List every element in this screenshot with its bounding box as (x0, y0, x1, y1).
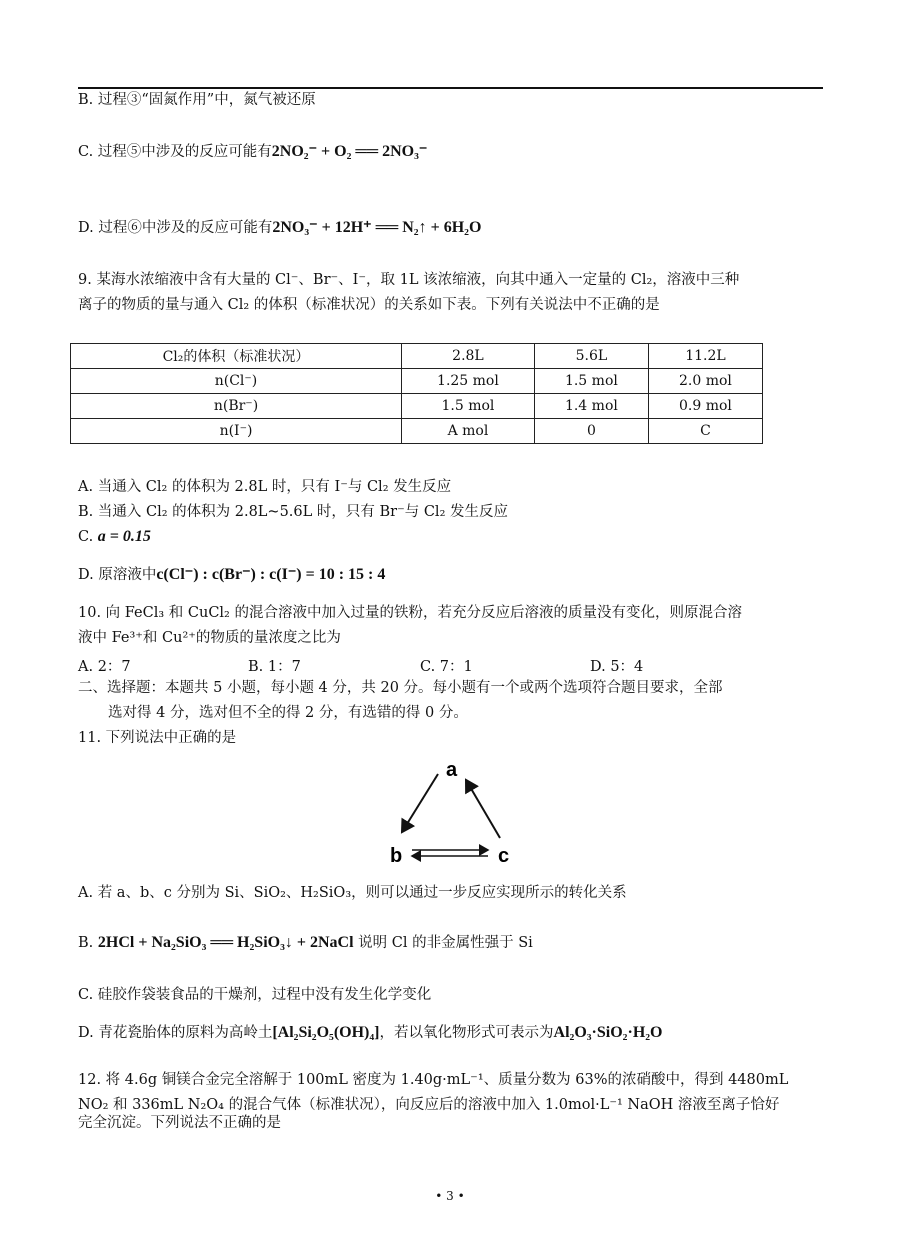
table-cell: Cl₂的体积（标准状况） (71, 344, 402, 369)
q10-option-d: D. 5：4 (590, 659, 644, 675)
section2-instructions-line2: 选对得 4 分，选对但不全的得 2 分，有选错的得 0 分。 (108, 705, 468, 721)
table-cell: 5.6L (534, 344, 648, 369)
table-row (71, 419, 763, 444)
equation: a = 0.15 (97, 528, 151, 545)
table-cell: n(Br⁻) (71, 394, 402, 419)
q9-option-a: A. 当通入 Cl₂ 的体积为 2.8L 时，只有 I⁻与 Cl₂ 发生反应 (78, 479, 452, 495)
q10-stem-line1: 10. 向 FeCl₃ 和 CuCl₂ 的混合溶液中加入过量的铁粉，若充分反应后溶液的质量没有变化，则原混合溶 (78, 605, 742, 621)
option-text: ，若以氧化物形式可表示为 (379, 1025, 554, 1041)
table-cell: C (648, 419, 762, 444)
header-rule (78, 87, 823, 89)
q9-stem-line2: 离子的物质的量与通入 Cl₂ 的体积（标准状况）的关系如下表。下列有关说法中不正确的是 (78, 297, 660, 313)
table-cell: 1.25 mol (402, 369, 535, 394)
q9-option-b: B. 当通入 Cl₂ 的体积为 2.8L~5.6L 时，只有 Br⁻与 Cl₂ 发生反应 (78, 504, 508, 520)
table-cell: n(I⁻) (71, 419, 402, 444)
table-cell: 0 (534, 419, 648, 444)
abc-triangle-diagram (388, 760, 518, 872)
table-cell: 0.9 mol (648, 394, 762, 419)
option-text: C. (78, 529, 98, 545)
q11-option-d (78, 1023, 663, 1043)
q12-stem-line2: NO₂ 和 336mL N₂O₄ 的混合气体（标准状况），向反应后的溶液中加入 1.0mol·L⁻¹ NaOH 溶液至离子恰好 (78, 1097, 780, 1113)
equation: c(Cl⁻) : c(Br⁻) : c(I⁻) = 10 : 15 : 4 (156, 566, 386, 583)
option-text: B. (78, 935, 98, 951)
table-cell: 2.8L (402, 344, 535, 369)
option-text: D. 原溶液中 (78, 567, 157, 583)
option-text: 说明 Cl 的非金属性强于 Si (353, 935, 533, 951)
q8-option-c (78, 142, 427, 162)
node-a-label: a (446, 760, 458, 781)
q12-stem-line1: 12. 将 4.6g 铜镁合金完全溶解于 100mL 密度为 1.40g·mL⁻¹、质量分数为 63%的浓硝酸中，得到 4480mL (78, 1072, 789, 1088)
triangle-arrows (388, 760, 518, 868)
equation: 2HCl + Na₂SiO₃ ══ H₂SiO₃↓ + 2NaCl (97, 934, 354, 951)
q10-option-c: C. 7：1 (420, 659, 473, 675)
table-cell: 1.5 mol (534, 369, 648, 394)
table-header-row (71, 344, 763, 369)
option-text: D. 青花瓷胎体的原料为高岭土 (78, 1025, 273, 1041)
equation: 2NO₂⁻ + O₂ ══ 2NO₃⁻ (271, 143, 428, 160)
table-cell: 11.2L (648, 344, 762, 369)
table-cell: 2.0 mol (648, 369, 762, 394)
q10-option-a: A. 2：7 (78, 659, 131, 675)
node-c-label: c (498, 845, 510, 867)
formula: Al₂O₃·SiO₂·H₂O (553, 1024, 663, 1041)
table-cell: 1.4 mol (534, 394, 648, 419)
q11-option-b (78, 933, 533, 953)
table-cell: 1.5 mol (402, 394, 535, 419)
table-cell: A mol (402, 419, 535, 444)
table-row (71, 394, 763, 419)
formula: [Al₂Si₂O₅(OH)₄] (272, 1024, 380, 1041)
q9-stem-line1: 9. 某海水浓缩液中含有大量的 Cl⁻、Br⁻、I⁻，取 1L 该浓缩液，向其中通入一定量的 Cl₂，溶液中三种 (78, 272, 740, 288)
equation: 2NO₃⁻ + 12H⁺ ══ N₂↑ + 6H₂O (272, 219, 482, 236)
q9-option-d (78, 565, 385, 585)
table-row (71, 369, 763, 394)
q8-option-b: B. 过程③“固氮作用”中，氮气被还原 (78, 92, 316, 108)
node-b-label: b (390, 845, 403, 867)
q9-table (70, 343, 763, 444)
q10-option-b: B. 1：7 (248, 659, 301, 675)
table-cell: n(Cl⁻) (71, 369, 402, 394)
q9-option-c (78, 527, 151, 547)
q11-option-a: A. 若 a、b、c 分别为 Si、SiO₂、H₂SiO₃，则可以通过一步反应实现所示的转化关系 (78, 885, 627, 901)
option-text: C. 过程⑤中涉及的反应可能有 (78, 144, 272, 160)
q12-stem-line3: 完全沉淀。下列说法不正确的是 (78, 1115, 281, 1131)
q11-option-c: C. 硅胶作袋装食品的干燥剂，过程中没有发生化学变化 (78, 987, 432, 1003)
option-text: D. 过程⑥中涉及的反应可能有 (78, 220, 273, 236)
q8-option-d (78, 218, 481, 238)
q11-stem: 11. 下列说法中正确的是 (78, 730, 237, 746)
section2-instructions-line1: 二、选择题：本题共 5 小题，每小题 4 分，共 20 分。每小题有一个或两个选项符合题目要求，全部 (78, 680, 723, 696)
q10-stem-line2: 液中 Fe³⁺和 Cu²⁺的物质的量浓度之比为 (78, 630, 341, 646)
page-number: • 3 • (435, 1189, 465, 1203)
